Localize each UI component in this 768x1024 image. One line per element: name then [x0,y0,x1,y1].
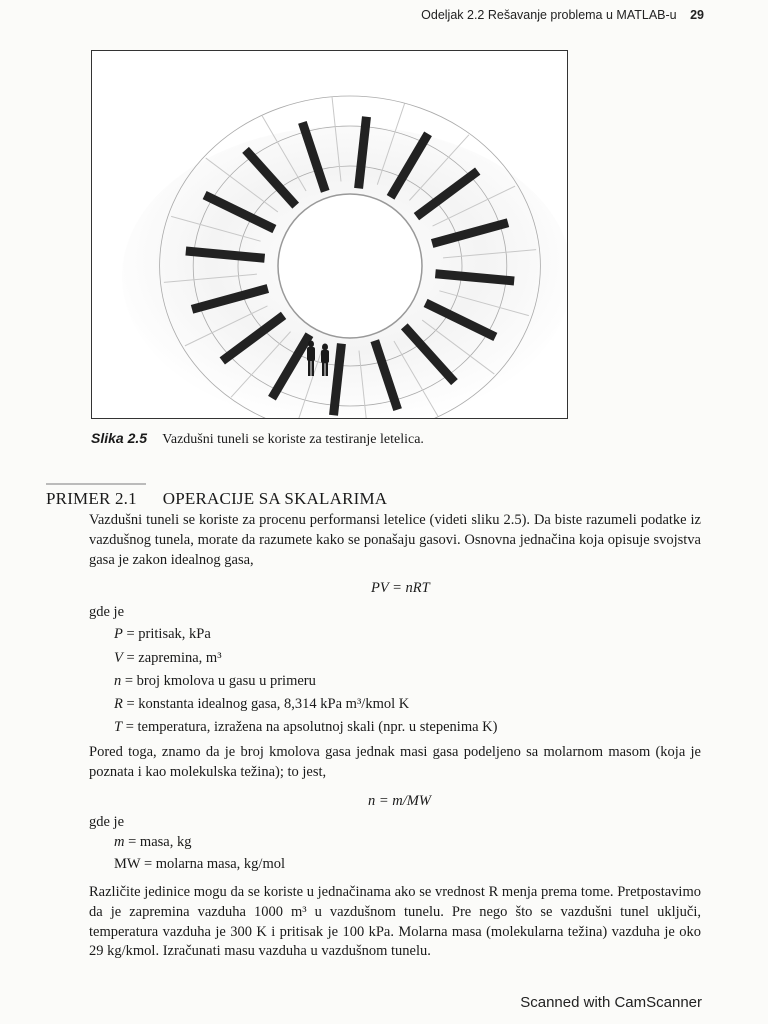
definition-text: = temperatura, izražena na apsolutnoj skali (npr. u stepenima K) [122,719,498,735]
definition-symbol: T [114,719,123,735]
example-title: OPERACIJE SA SKALARIMA [162,489,388,508]
definition-mass [114,834,191,851]
section-rule [46,483,146,485]
example-label: PRIMER 2.1 [46,489,137,508]
running-header [421,8,704,22]
definition-text: = konstanta idealnog gasa, 8,314 kPa m³/kmol K [122,696,410,712]
intro-paragraph-text: Vazdušni tuneli se koriste za procenu performansi letelice (videti sliku 2.5). Da biste razumeli podatke iz vazdušnog tunela, morate da razumete kako se ponašaju gasovi. Osnovna jednačina koja opisuje svojstva gasa je zakon idealnog gasa, [89,512,701,568]
ideal-gas-equation: PV = nRT [371,580,430,596]
where-label-1: gde je [89,604,125,620]
moles-equation: n = m/MW [368,793,431,809]
intro-paragraph [89,511,701,570]
paragraph-molar-mass [89,743,701,783]
wind-tunnel-photo [91,50,568,419]
definition-text: = zapremina, m³ [122,650,222,666]
where-label-2: gde je [89,814,125,830]
wind-tunnel-illustration [92,51,567,418]
example-heading [46,489,387,509]
definition-gas-constant [114,696,409,713]
definition-text: = pritisak, kPa [122,626,211,642]
scanner-watermark: Scanned with CamScanner [520,994,702,1011]
definition-moles [114,673,316,690]
paragraph-molar-mass-text: Pored toga, znamo da je broj kmolova gasa jednak masi gasa podeljeno sa molarnom masom (koja je poznata i kao molekulska težina); to jest, [89,744,701,780]
definition-symbol: MW [114,856,141,872]
page-number: 29 [690,8,704,22]
definition-temperature [114,719,497,736]
definition-symbol: R [114,696,123,712]
definition-text: = broj kmolova u gasu u primeru [121,673,316,689]
definition-text: = molarna masa, kg/mol [140,856,286,872]
definition-volume [114,650,222,667]
problem-paragraph-text: Različite jedinice mogu da se koriste u jednačinama ako se vrednost R menja prema tome. Pretpostavimo da je zapremina vazduha 1000 m³ u vazdušnom tunelu. Pre nego što se vazdušni tunel uključi, temperatura vazduha je 300 K i pritisak je 100 kPa. Molarna masa (molekularna težina) vazduha je oko 29 kg/kmol. Izračunati masu vazduha u vazdušnom tunelu. [89,884,701,960]
definition-symbol: n [114,673,122,689]
running-title: Odeljak 2.2 Rešavanje problema u MATLAB-u [421,8,677,22]
definition-symbol: m [114,834,125,850]
problem-paragraph [89,883,701,962]
definition-molar-mass [114,856,285,873]
definition-symbol: V [114,650,123,666]
definition-symbol: P [114,626,123,642]
figure-caption [91,430,424,448]
figure-caption-text: Vazdušni tuneli se koriste za testiranje letelica. [162,432,424,447]
definition-text: = masa, kg [124,834,192,850]
figure-label: Slika 2.5 [91,430,148,446]
definition-pressure [114,626,211,643]
